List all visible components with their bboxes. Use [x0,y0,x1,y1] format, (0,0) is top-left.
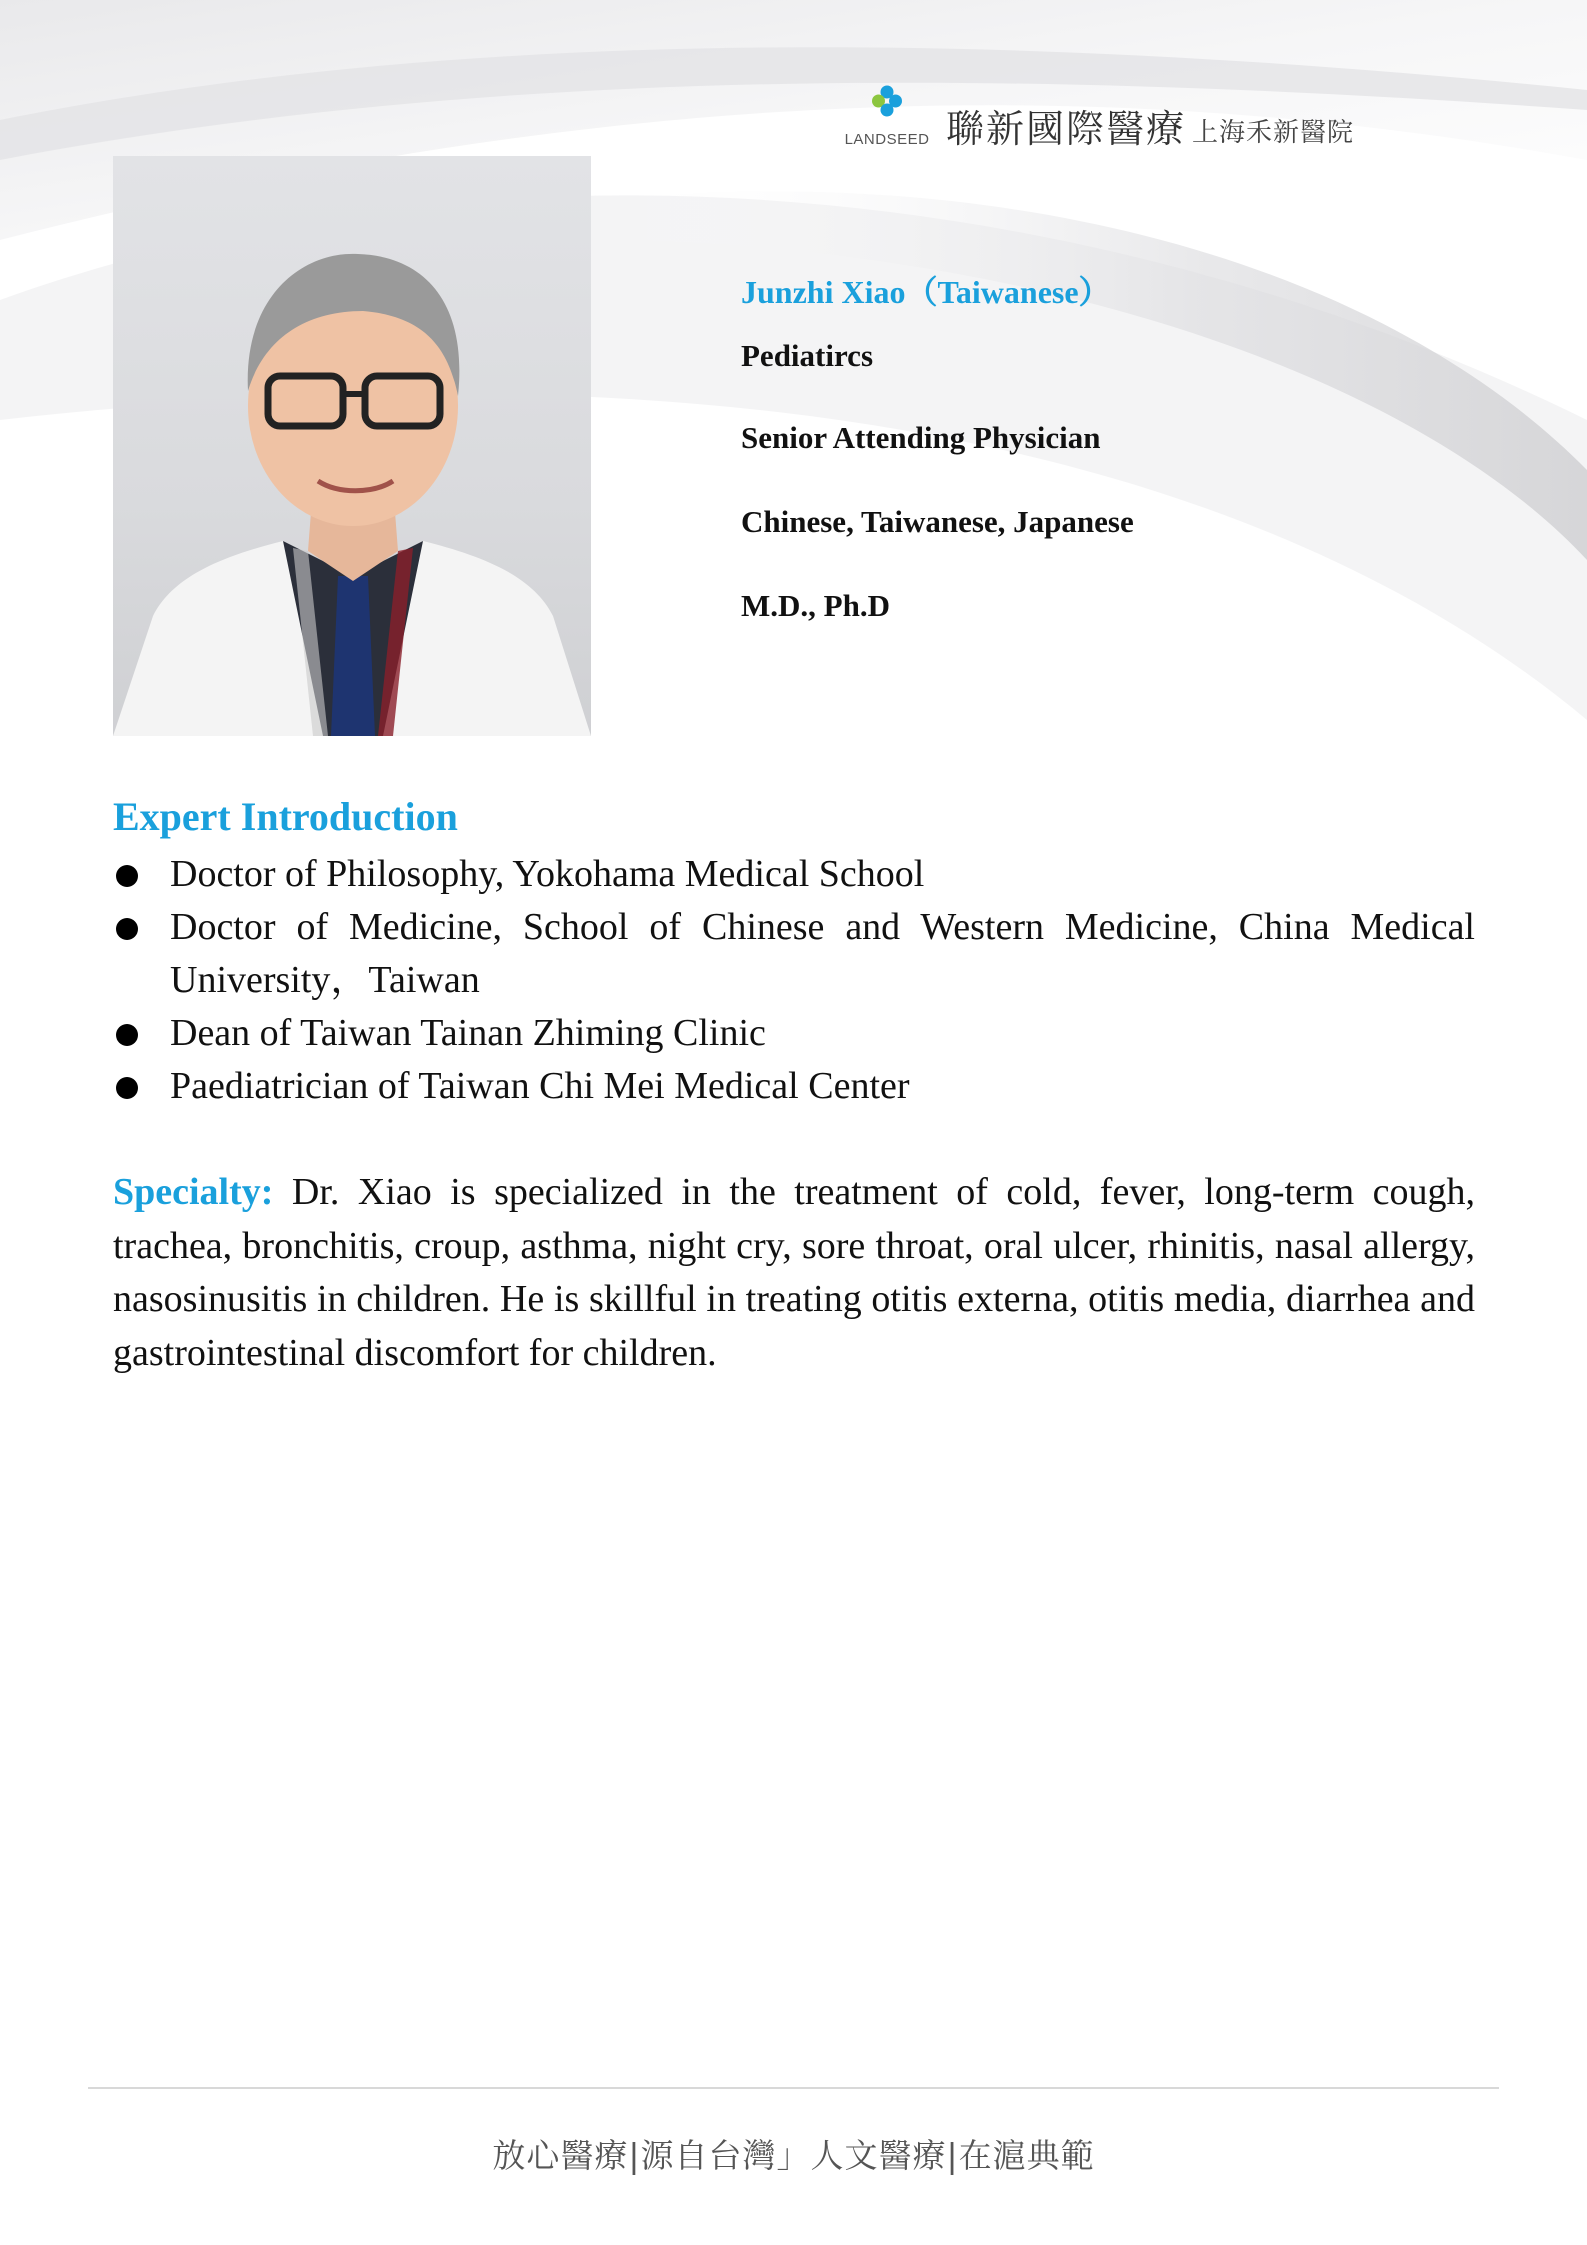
bullet-icon [116,865,138,887]
doctor-portrait-icon [113,156,591,736]
specialty-text: Dr. Xiao is specialized in the treatment of cold, fever, long-term cough, trachea, bronchitis, croup, asthma, night cry, sore throat, oral ulcer, rhinitis, nasal allergy, nasosinusitis in children. He is skillful in treating otitis externa, otitis media, diarrhea and gastrointestinal discomfort for children. [113,1171,1476,1374]
bullet-icon [116,918,138,940]
header-logo [838,78,1458,151]
org-name: 聯新國際醫療 [946,107,1187,151]
footer-divider [88,2087,1499,2089]
languages: Chinese, Taiwanese, Japanese [741,504,1134,539]
job-title: Senior Attending Physician [741,420,1101,455]
expert-introduction-heading: Expert Introduction [113,794,458,839]
bullet-icon [116,1077,138,1099]
list-item-text: Doctor of Philosophy, Yokohama Medical School [170,853,925,895]
list-item [113,901,1475,1007]
specialty-paragraph [113,1166,1475,1380]
list-item [113,848,1475,901]
bullet-icon [116,1024,138,1046]
list-item-text: Doctor of Medicine, School of Chinese and Western Medicine, China Medical University，Taiwan [170,906,1475,1001]
expert-introduction-list [113,848,1475,1113]
brand-text: LANDSEED [844,131,930,148]
list-item-text: Paediatrician of Taiwan Chi Mei Medical Center [170,1065,910,1107]
degrees: M.D., Ph.D [741,588,890,623]
landseed-logo [838,84,936,148]
department: Pediatircs [741,338,874,373]
hospital-name: 上海禾新醫院 [1192,118,1355,148]
list-item-text: Dean of Taiwan Tainan Zhiming Clinic [170,1012,766,1054]
footer-slogan: 放心醫療|源自台灣」人文醫療|在滬典範 [492,2136,1095,2175]
doctor-profile [741,270,1134,668]
list-item [113,1007,1475,1060]
doctor-name: Junzhi Xiao（Taiwanese） [741,274,1111,310]
doctor-photo [113,156,591,736]
list-item [113,1060,1475,1113]
clover-logo-icon [838,84,936,134]
specialty-label: Specialty: [113,1171,274,1213]
